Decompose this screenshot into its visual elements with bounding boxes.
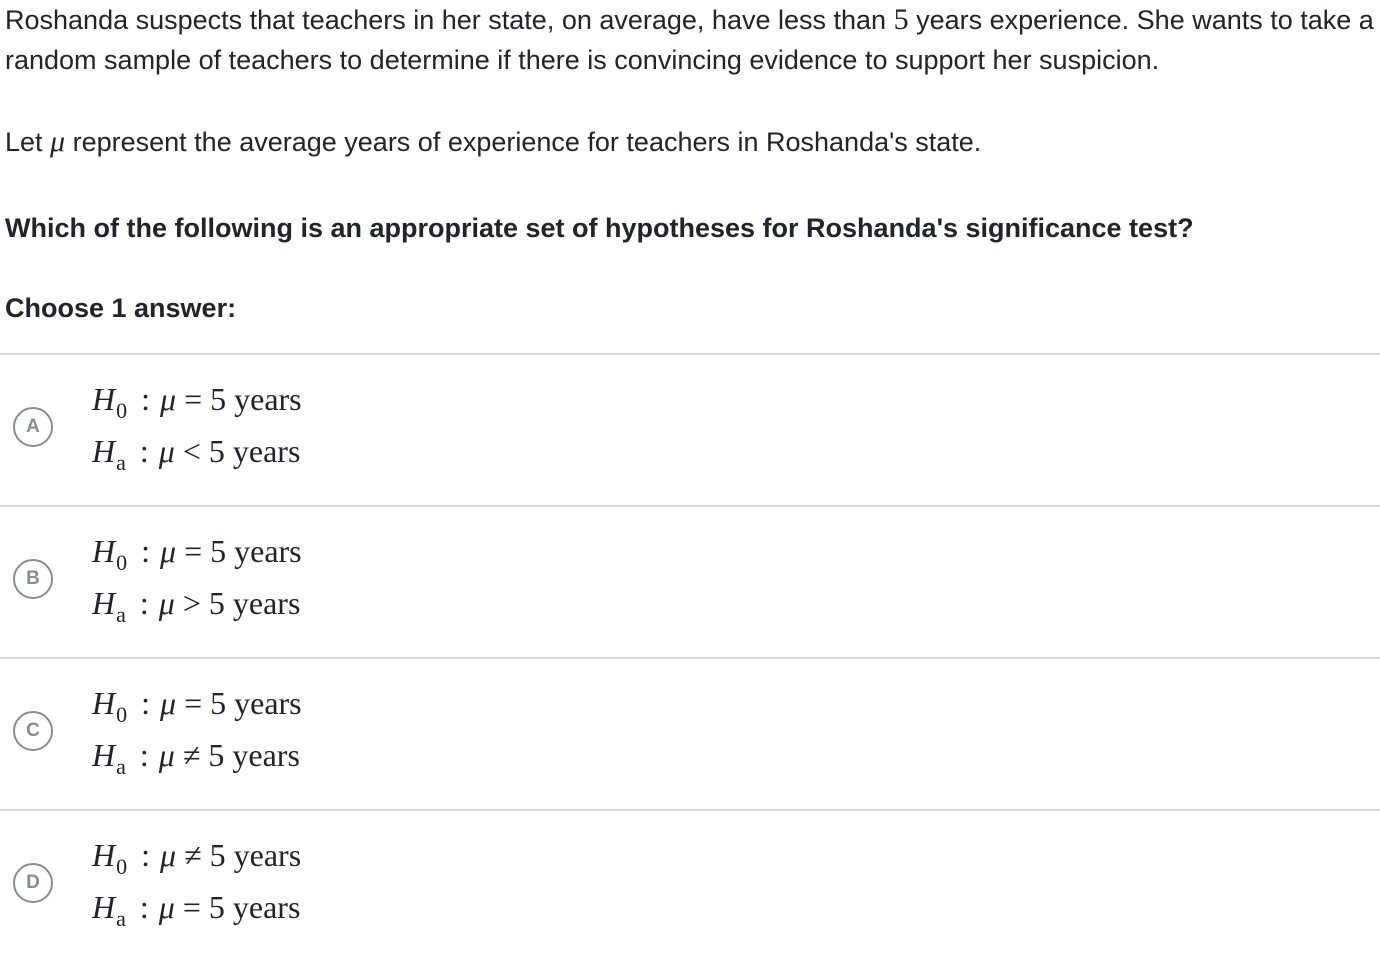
h-symbol: H [92,585,116,621]
h-symbol: H [92,889,116,925]
choice-a[interactable] [0,353,1380,505]
h-subscript: 0 [116,702,128,727]
operator: < [182,433,201,469]
hypothesis-value: 5 years [210,685,302,721]
operator: ≠ [184,837,202,873]
null-hypothesis: $H_0$ : μ = 5 years [92,381,302,423]
problem-text: Let [5,127,51,157]
hypothesis-value: 5 years [210,381,302,417]
alternative-hypothesis: $H_a$ : μ > 5 years [92,585,301,627]
problem-text: Roshanda suspects that teachers in her state, on average, have less than [5,5,894,35]
mu-symbol: μ [158,585,175,621]
h-symbol: H [92,685,116,721]
hypothesis-value: 5 years [208,737,300,773]
choice-bubble[interactable]: C [13,711,53,751]
h-subscript: 0 [116,550,128,575]
operator: = [184,685,203,721]
hypothesis-value: 5 years [208,433,301,469]
math-number: 5 [893,3,909,36]
hypothesis-value: 5 years [209,837,302,873]
operator: = [184,533,203,569]
hypothesis-value: 5 years [208,889,301,925]
operator: > [182,585,201,621]
choose-prompt: Choose 1 answer: [5,293,237,323]
math-variable: μ [50,125,66,158]
choice-hypotheses [92,834,301,938]
h-subscript: a [116,602,126,627]
operator: = [184,381,203,417]
alternative-hypothesis: $H_a$ : μ < 5 years [92,433,301,475]
hypothesis-value: 5 years [210,533,302,569]
choice-hypotheses [92,682,302,786]
problem-text: represent the average years of experience for teachers in Roshanda's state. [65,127,982,157]
h-subscript: a [116,450,126,475]
mu-symbol: μ [158,737,175,773]
choice-d[interactable] [0,809,1380,961]
alternative-hypothesis: $H_a$ : μ = 5 years [92,889,301,931]
h-subscript: 0 [116,398,128,423]
choice-bubble[interactable]: B [13,559,53,599]
h-symbol: H [92,737,116,773]
choice-hypotheses [92,530,302,634]
problem-paragraph-2 [5,122,1375,162]
answer-choices [0,353,1380,961]
choice-bubble[interactable]: A [13,407,53,447]
choice-b[interactable] [0,505,1380,657]
h-symbol: H [92,837,116,873]
h-subscript: a [116,906,126,931]
hypothesis-value: 5 years [208,585,301,621]
mu-symbol: μ [160,685,177,721]
choice-c[interactable] [0,657,1380,809]
alternative-hypothesis: $H_a$ : μ ≠ 5 years [92,737,300,779]
h-symbol: H [92,381,116,417]
mu-symbol: μ [160,533,177,569]
h-symbol: H [92,433,116,469]
null-hypothesis: $H_0$ : μ = 5 years [92,685,302,727]
operator: = [182,889,201,925]
question-text: Which of the following is an appropriate set of hypotheses for Roshanda's significance test? [5,213,1194,243]
null-hypothesis: $H_0$ : μ ≠ 5 years [92,837,302,879]
problem-paragraph-1 [5,0,1375,80]
h-subscript: 0 [116,854,128,879]
mu-symbol: μ [160,381,177,417]
choice-hypotheses [92,378,302,482]
operator: ≠ [182,737,201,773]
mu-symbol: μ [160,837,177,873]
h-subscript: a [116,754,126,779]
mu-symbol: μ [158,433,175,469]
h-symbol: H [92,533,116,569]
choice-bubble[interactable]: D [13,863,53,903]
null-hypothesis: $H_0$ : μ = 5 years [92,533,302,575]
mu-symbol: μ [158,889,175,925]
problem-text: years experience. She wants to take a random sample of teachers to determine if there is convincing evidence to support her suspicion. [5,5,1374,75]
problem-statement [0,0,1380,328]
